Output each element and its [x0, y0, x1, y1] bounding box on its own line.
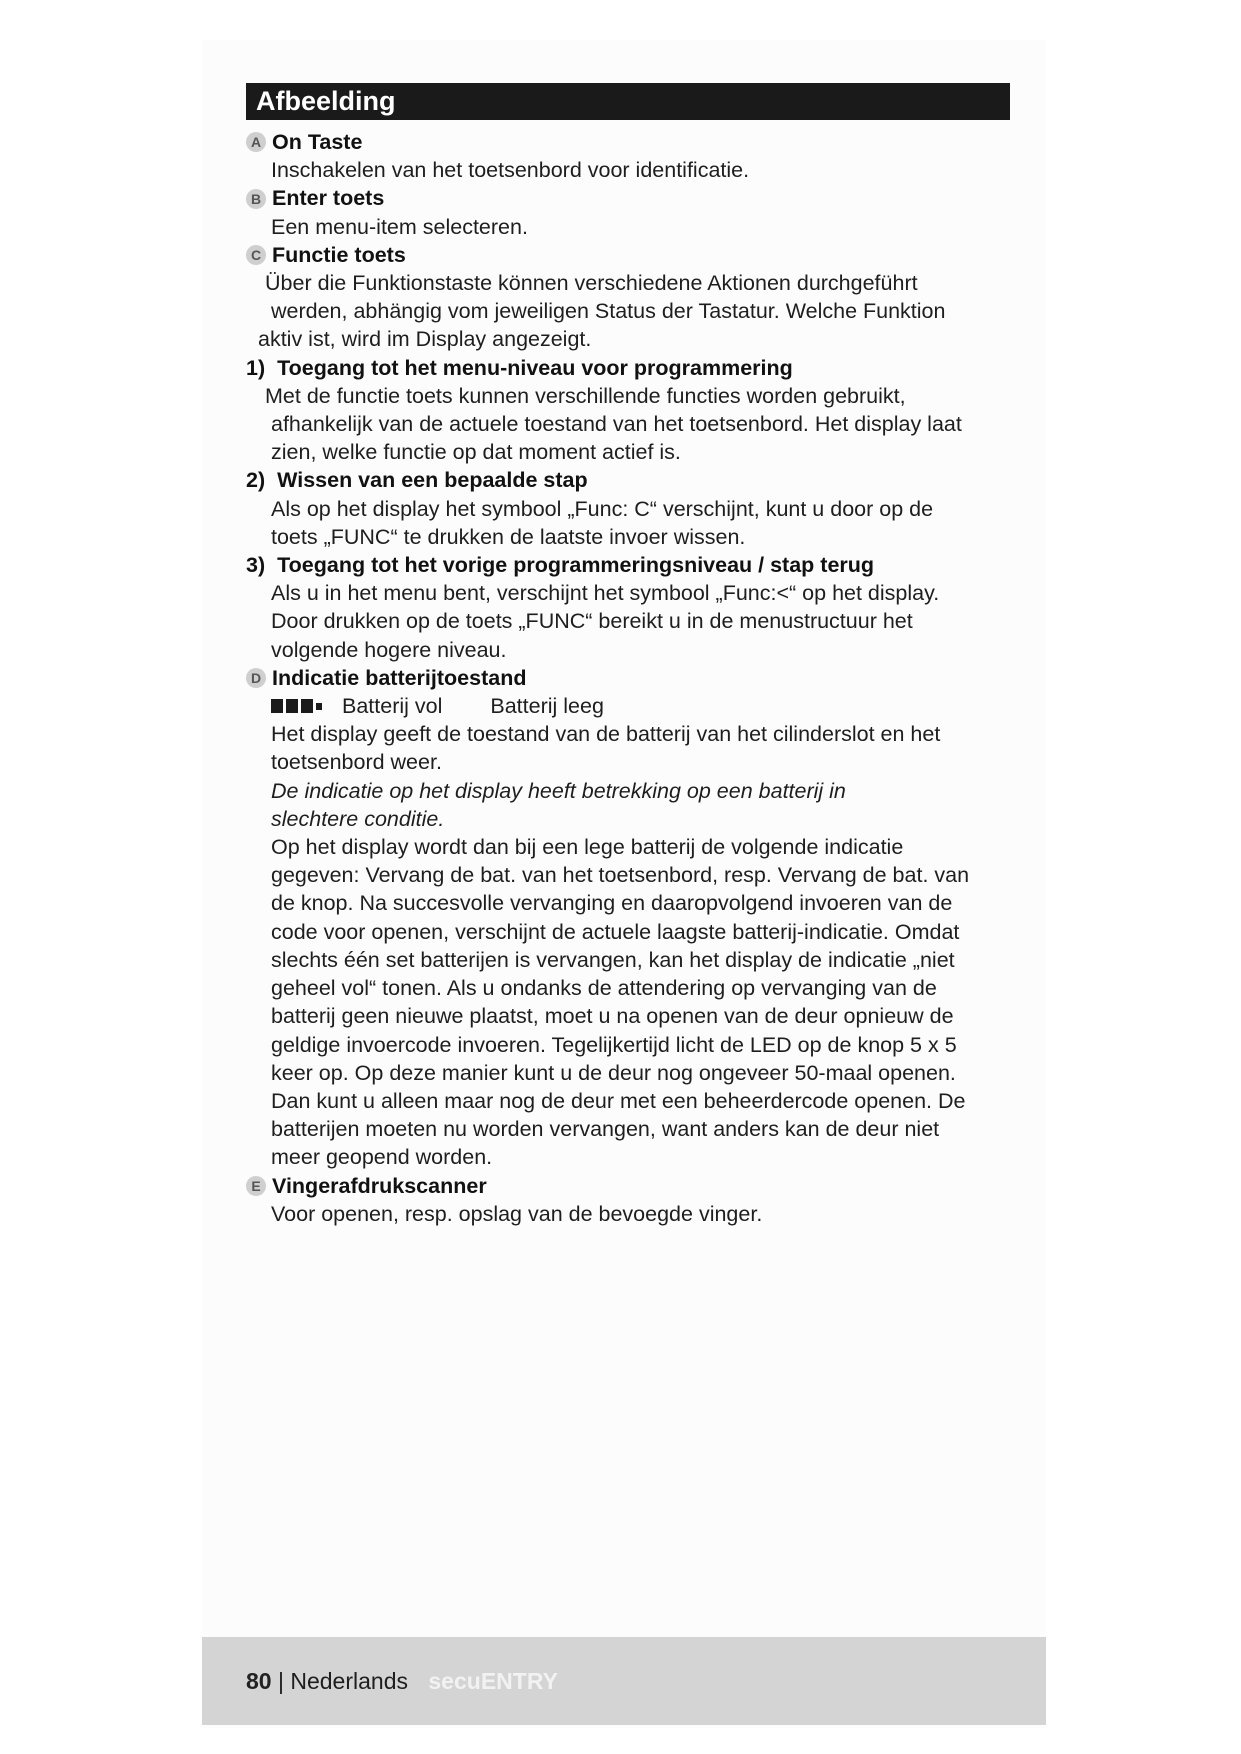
- item-d-italic-2: slechtere conditie.: [271, 806, 445, 831]
- step-2-text-2: toets „FUNC“ te drukken de laatste invoer wissen.: [271, 524, 746, 549]
- badge-c-icon: C: [246, 245, 266, 265]
- item-d-para-10: Dan kunt u alleen maar nog de deur met een beheerdercode openen. De: [271, 1088, 966, 1113]
- step-3-title: Toegang tot het vorige programmeringsniveau / stap terug: [277, 553, 875, 578]
- item-d-italic-1: De indicatie op het display heeft betrekking op een batterij in: [271, 778, 846, 803]
- step-3-text-2: Door drukken op de toets „FUNC“ bereikt u in de menustructuur het: [271, 609, 913, 634]
- badge-a-icon: A: [246, 132, 266, 152]
- item-d-para-8: geldige invoercode invoeren. Tegelijkertijd licht de LED op de knop 5 x 5: [271, 1032, 957, 1057]
- item-b-heading: [246, 184, 1006, 212]
- item-b-title: Enter toets: [272, 186, 385, 211]
- badge-b-icon: B: [246, 189, 266, 209]
- item-d-para-12: meer geopend worden.: [271, 1145, 493, 1170]
- step-1-text-2: afhankelijk van de actuele toestand van het toetsenbord. Het display laat: [271, 412, 962, 437]
- item-e-title: Vingerafdrukscanner: [272, 1173, 487, 1198]
- step-2-title: Wissen van een bepaalde stap: [277, 468, 588, 493]
- step-1-number: 1): [246, 355, 266, 380]
- footer-text: [246, 1668, 558, 1695]
- item-d-para-7: batterij geen nieuwe plaatst, moet u na openen van de deur opnieuw de: [271, 1004, 954, 1029]
- item-a-heading: [246, 128, 1006, 156]
- step-3-heading: [246, 551, 1006, 579]
- item-d-para-2: gegeven: Vervang de bat. van het toetsenbord, resp. Vervang de bat. van: [271, 863, 970, 888]
- page-number: 80: [246, 1668, 272, 1694]
- item-d-para-3: de knop. Na succesvolle vervanging en daaropvolgend invoeren van de: [271, 891, 953, 916]
- item-e-heading: [246, 1172, 1006, 1200]
- item-c-text-2: werden, abhängig vom jeweiligen Status der Tastatur. Welche Funktion: [271, 299, 946, 324]
- step-1-text-3: zien, welke functie op dat moment actief is.: [271, 440, 681, 465]
- item-d-text-2: toetsenbord weer.: [271, 750, 442, 775]
- battery-full-label: Batterij vol: [342, 694, 443, 719]
- item-d-title: Indicatie batterijtoestand: [272, 665, 527, 690]
- item-d-para-6: geheel vol“ tonen. Als u ondanks de attendering op vervanging van de: [271, 976, 937, 1001]
- step-1-text-1: Met de functie toets kunnen verschillende functies worden gebruikt,: [265, 383, 906, 408]
- item-c-title: Functie toets: [272, 242, 406, 267]
- item-c-text-3: aktiv ist, wird im Display angezeigt.: [258, 327, 592, 352]
- battery-full-icon: [271, 699, 322, 713]
- item-d-para-9: keer op. Op deze manier kunt u de deur nog ongeveer 50-maal openen.: [271, 1060, 956, 1085]
- item-d-para-11: batterijen moeten nu worden vervangen, want anders kan de deur niet: [271, 1117, 940, 1142]
- item-c-heading: [246, 241, 1006, 269]
- content: [246, 83, 1006, 1228]
- item-a-title: On Taste: [272, 130, 363, 154]
- battery-empty-label: Batterij leeg: [490, 694, 604, 719]
- step-3-text-3: volgende hogere niveau.: [271, 637, 507, 662]
- battery-legend: [246, 692, 1006, 720]
- item-d-heading: [246, 664, 1006, 692]
- step-2-number: 2): [246, 468, 266, 493]
- item-a-text: Inschakelen van het toetsenbord voor identificatie.: [271, 158, 750, 183]
- section-title: Afbeelding: [246, 83, 1010, 120]
- item-d-para-4: code voor openen, verschijnt de actuele laagste batterij-indicatie. Omdat: [271, 919, 960, 944]
- footer-brand: secuENTRY: [428, 1668, 558, 1694]
- step-2-text-1: Als op het display het symbool „Func: C“ verschijnt, kunt u door op de: [271, 496, 934, 521]
- footer-separator: |: [277, 1668, 284, 1694]
- item-c-text-1: Über die Funktionstaste können verschiedene Aktionen durchgeführt: [265, 271, 918, 296]
- badge-e-icon: E: [246, 1176, 266, 1196]
- step-1-heading: [246, 354, 1006, 382]
- item-d-text-1: Het display geeft de toestand van de batterij van het cilinderslot en het: [271, 722, 941, 747]
- badge-d-icon: D: [246, 668, 266, 688]
- item-d-para-1: Op het display wordt dan bij een lege batterij de volgende indicatie: [271, 835, 904, 860]
- footer-language: Nederlands: [290, 1668, 408, 1694]
- item-d-para-5: slechts één set batterijen is vervangen, kan het display de indicatie „niet: [271, 947, 955, 972]
- step-2-heading: [246, 466, 1006, 494]
- item-b-text: Een menu-item selecteren.: [271, 214, 528, 239]
- step-3-text-1: Als u in het menu bent, verschijnt het symbool „Func:<“ op het display.: [271, 581, 940, 606]
- step-3-number: 3): [246, 553, 266, 578]
- footer-bar: [202, 1637, 1046, 1725]
- step-1-title: Toegang tot het menu-niveau voor programmering: [277, 355, 793, 380]
- item-e-text: Voor openen, resp. opslag van de bevoegde vinger.: [271, 1201, 763, 1226]
